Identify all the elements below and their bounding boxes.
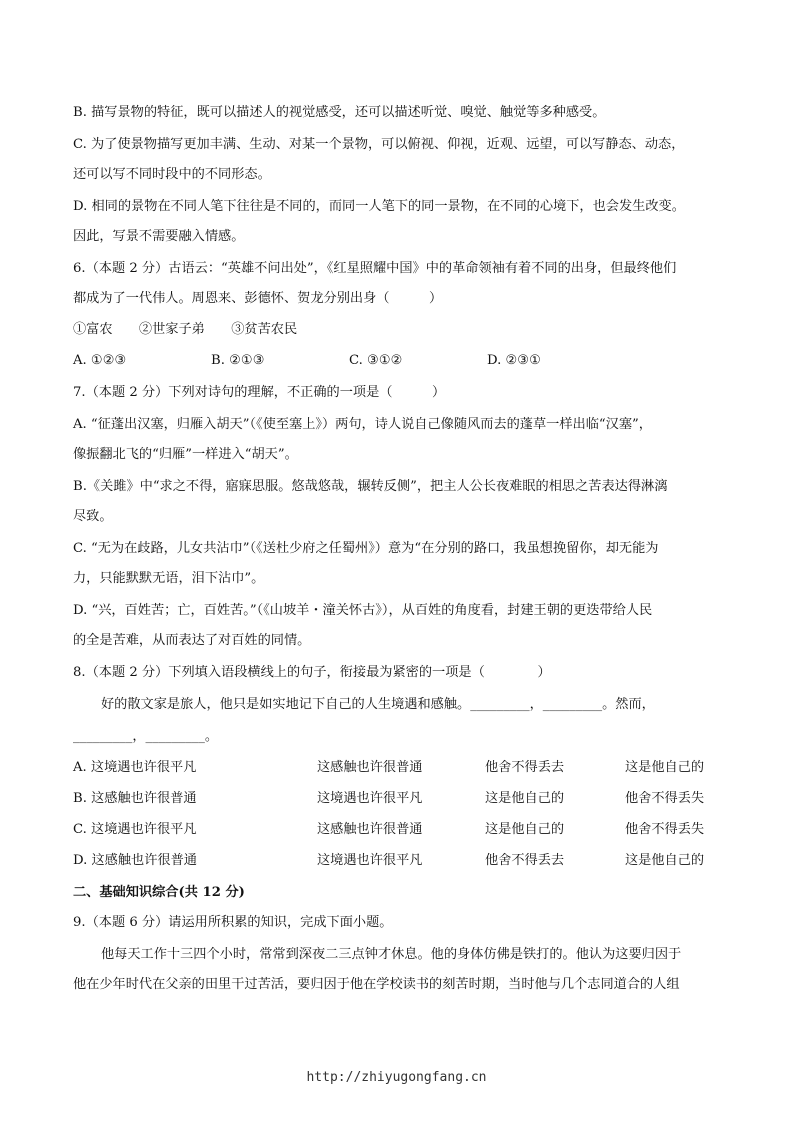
footer-url[interactable]: http://zhiyugongfang.cn: [306, 1070, 487, 1085]
q6-option-d: D. ②③①: [487, 353, 541, 368]
q6-stem-line1: 6.（本题 2 分）古语云：“英雄不问出处”，《红星照耀中国》中的革命领袖有着不同的出身，但最终他们: [73, 261, 677, 276]
q8-option-c-part1: C. 这境遇也许很平凡: [73, 822, 197, 837]
q8-option-b-part2: 这境遇也许很平凡: [317, 791, 423, 806]
q8-option-a-part1: A. 这境遇也许很平凡: [73, 760, 197, 775]
q6-option-c: C. ③①②: [349, 353, 403, 368]
q7-option-d-line1: D. “兴，百姓苦；亡，百姓苦。”（《山坡羊・潼关怀古》），从百姓的角度看，封建王朝的更迭带给人民: [73, 603, 653, 618]
q6-option-a: A. ①②③: [73, 353, 127, 368]
q7-option-b-line2: 尽致。: [73, 509, 113, 524]
q8-passage-line2: _________，_________。: [73, 729, 219, 744]
section-heading: 二、基础知识综合(共 12 分): [73, 885, 245, 900]
q7-stem: 7.（本题 2 分）下列对诗句的理解，不正确的一项是（ ）: [73, 385, 446, 400]
q8-option-a-part4: 这是他自己的: [625, 760, 705, 775]
q7-option-a-line1: A. “征蓬出汉塞，归雁入胡天”（《使至塞上》）两句，诗人说自己像随风而去的蓬草一样出临“汉塞”，: [73, 417, 652, 432]
q7-option-b-line1: B.《关雎》中“求之不得，寤寐思服。悠哉悠哉，辗转反侧”，把主人公长夜难眠的相思之苦表达得淋漓: [73, 479, 668, 494]
q5-option-c-line2: 还可以写不同时段中的不同形态。: [73, 167, 271, 182]
q7-option-c-line2: 力，只能默默无语，泪下沾巾”。: [73, 571, 265, 586]
q7-option-c-line1: C. “无为在歧路，儿女共沾巾”（《送杜少府之任蜀州》）意为“在分别的路口，我虽想挽留你，却无能为: [73, 541, 659, 556]
q6-items: ①富农 ②世家子弟 ③贫苦农民: [73, 322, 298, 337]
q8-option-a-part3: 他舍不得丢去: [485, 760, 565, 775]
q8-option-d-part3: 他舍不得丢去: [485, 853, 565, 868]
q5-option-c-line1: C. 为了使景物描写更加丰满、生动、对某一个景物，可以俯视、仰视，近观、远望，可以写静态、动态，: [73, 137, 685, 152]
q8-option-d-part1: D. 这感触也许很普通: [73, 853, 197, 868]
q7-option-a-line2: 像振翻北飞的“归雁”一样进入“胡天”。: [73, 447, 298, 462]
q8-option-c-part2: 这感触也许很普通: [317, 822, 423, 837]
q5-option-b: B. 描写景物的特征，既可以描述人的视觉感受，还可以描述听觉、嗅觉、触觉等多种感受。: [73, 105, 606, 120]
q8-option-b-part1: B. 这感触也许很普通: [73, 791, 197, 806]
q8-stem: 8.（本题 2 分）下列填入语段横线上的句子，衔接最为紧密的一项是（ ）: [73, 665, 551, 680]
q8-option-b-part3: 这是他自己的: [485, 791, 565, 806]
q5-option-d-line2: 因此，写景不需要融入情感。: [73, 229, 245, 244]
q8-option-d-part4: 这是他自己的: [625, 853, 705, 868]
q5-option-d-line1: D. 相同的景物在不同人笔下往往是不同的，而同一人笔下的同一景物，在不同的心境下，也会发生改变。: [73, 199, 685, 214]
q6-stem-line2: 都成为了一代伟人。周恩来、彭德怀、贺龙分别出身（ ）: [73, 291, 443, 306]
q8-option-c-part3: 这是他自己的: [485, 822, 565, 837]
q8-option-c-part4: 他舍不得丢失: [625, 822, 705, 837]
q8-option-b-part4: 他舍不得丢失: [625, 791, 705, 806]
q9-passage-line2: 他在少年时代在父亲的田里干过苦活，要归因于他在学校读书的刻苦时期，当时他与几个志同道合的人组: [73, 977, 680, 992]
q9-stem: 9.（本题 6 分）请运用所积累的知识，完成下面小题。: [73, 915, 393, 930]
q8-passage-line1: 好的散文家是旅人，他只是如实地记下自己的人生境遇和感触。_________，_________。然而，: [101, 697, 655, 712]
q8-option-a-part2: 这感触也许很普通: [317, 760, 423, 775]
q6-option-b: B. ②①③: [211, 353, 265, 368]
q9-passage-line1: 他每天工作十三四个小时，常常到深夜二三点钟才休息。他的身体仿佛是铁打的。他认为这要归因于: [101, 947, 682, 962]
q8-option-d-part2: 这境遇也许很平凡: [317, 853, 423, 868]
q7-option-d-line2: 的全是苦难，从而表达了对百姓的同情。: [73, 633, 311, 648]
